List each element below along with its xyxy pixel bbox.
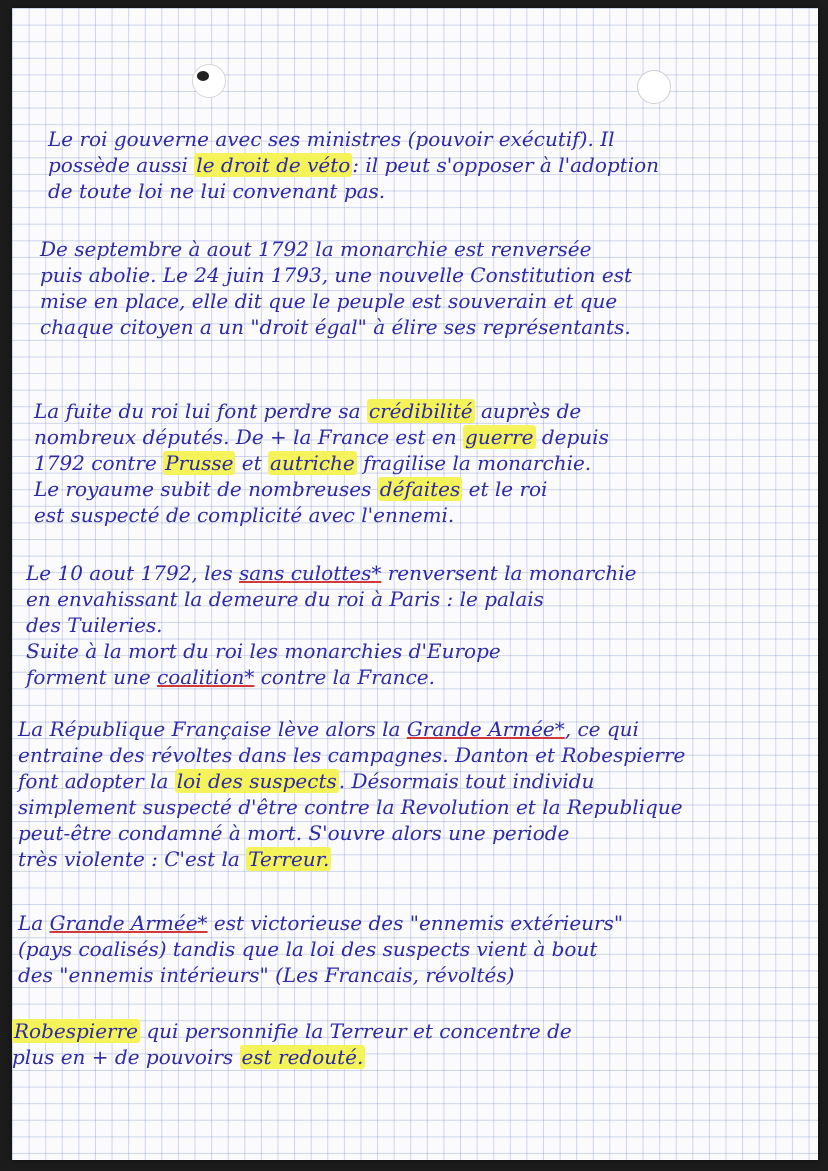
note-line xyxy=(26,586,828,612)
note-text: entraine des révoltes dans les campagnes. Danton et Robespierre xyxy=(18,743,686,767)
note-line xyxy=(12,1044,818,1070)
note-text: Le 10 aout 1792, les xyxy=(26,561,239,585)
note-text: font adopter la xyxy=(18,769,175,793)
note-text: et xyxy=(235,451,269,475)
note-line xyxy=(40,236,828,262)
note-text: : il peut s'opposer à l'adoption xyxy=(352,153,660,177)
note-line xyxy=(26,560,828,586)
note-text: Suite à la mort du roi les monarchies d'Europe xyxy=(26,639,501,663)
note-text: contre la France. xyxy=(254,665,435,689)
note-text: qui personnifie la Terreur et concentre de xyxy=(140,1019,572,1043)
note-text: Le royaume subit de nombreuses xyxy=(34,477,378,501)
paragraph-6 xyxy=(18,910,824,988)
note-text: renversent la monarchie xyxy=(381,561,637,585)
note-line xyxy=(18,742,824,768)
note-text: . Désormais tout individu xyxy=(338,769,595,793)
note-line xyxy=(18,846,824,872)
note-text: forment une xyxy=(26,665,158,689)
highlighted-text: crédibilité xyxy=(368,399,473,423)
note-line xyxy=(26,612,828,638)
note-line xyxy=(18,716,824,742)
highlighted-text: défaites xyxy=(379,477,461,501)
note-text: des Tuileries. xyxy=(26,613,163,637)
note-line xyxy=(18,768,824,794)
note-line xyxy=(12,1018,818,1044)
note-line xyxy=(48,126,828,152)
note-text: mise en place, elle dit que le peuple est souverain et que xyxy=(40,289,618,313)
note-text: , ce qui xyxy=(564,717,639,741)
notebook-page xyxy=(12,8,818,1160)
note-line xyxy=(34,502,828,528)
note-line xyxy=(40,314,828,340)
note-text: en envahissant la demeure du roi à Paris : le palais xyxy=(26,587,544,611)
highlighted-text: Robespierre xyxy=(14,1019,138,1043)
punch-hole-right xyxy=(637,70,671,104)
note-line xyxy=(48,152,828,178)
paragraph-4 xyxy=(26,560,828,690)
note-line xyxy=(40,262,828,288)
note-text: depuis xyxy=(535,425,609,449)
note-text: plus en + de pouvoirs xyxy=(12,1045,240,1069)
note-line xyxy=(40,288,828,314)
note-line xyxy=(18,936,824,962)
highlighted-text: Terreur. xyxy=(248,847,330,871)
note-text: (pays coalisés) tandis que la loi des suspects vient à bout xyxy=(18,937,598,961)
note-text: des "ennemis intérieurs" (Les Francais, révoltés) xyxy=(18,963,515,987)
punch-hole-left xyxy=(192,64,226,98)
note-line xyxy=(34,424,828,450)
underlined-term: coalition* xyxy=(157,665,255,689)
note-text: et le roi xyxy=(462,477,548,501)
note-text: Le roi gouverne avec ses ministres (pouvoir exécutif). Il xyxy=(48,127,615,151)
note-text: fragilise la monarchie. xyxy=(356,451,592,475)
paragraph-3 xyxy=(34,398,828,528)
note-text: simplement suspecté d'être contre la Revolution et la Republique xyxy=(18,795,683,819)
paragraph-2 xyxy=(40,236,828,340)
note-text: La xyxy=(18,911,50,935)
note-text: de toute loi ne lui convenant pas. xyxy=(48,179,386,203)
note-line xyxy=(34,398,828,424)
underlined-term: sans culottes* xyxy=(239,561,382,585)
highlighted-text: loi des suspects xyxy=(176,769,337,793)
note-line xyxy=(26,638,828,664)
note-text: peut-être condamné à mort. S'ouvre alors une periode xyxy=(18,821,570,845)
note-text: auprès de xyxy=(474,399,582,423)
note-line xyxy=(48,178,828,204)
note-line xyxy=(26,664,828,690)
note-text: est suspecté de complicité avec l'ennemi. xyxy=(34,503,455,527)
highlighted-text: autriche xyxy=(270,451,355,475)
underlined-term: Grande Armée* xyxy=(406,717,565,741)
paragraph-7 xyxy=(12,1018,818,1070)
highlighted-text: Prusse xyxy=(165,451,234,475)
note-line xyxy=(34,476,828,502)
paragraph-1 xyxy=(48,126,828,204)
highlighted-text: guerre xyxy=(465,425,534,449)
note-line xyxy=(34,450,828,476)
note-line xyxy=(18,962,824,988)
note-text: 1792 contre xyxy=(34,451,164,475)
note-text: très violente : C'est la xyxy=(18,847,247,871)
highlighted-text: est redouté. xyxy=(241,1045,364,1069)
highlighted-text: le droit de véto xyxy=(196,153,351,177)
note-text: La République Française lève alors la xyxy=(18,717,407,741)
note-text: De septembre à aout 1792 la monarchie est renversée xyxy=(40,237,592,261)
note-line xyxy=(18,910,824,936)
note-text: nombreux députés. De + la France est en xyxy=(34,425,464,449)
note-text: possède aussi xyxy=(48,153,195,177)
note-line xyxy=(18,820,824,846)
paragraph-5 xyxy=(18,716,824,872)
note-text: La fuite du roi lui font perdre sa xyxy=(34,399,367,423)
note-line xyxy=(18,794,824,820)
note-text: chaque citoyen a un "droit égal" à élire ses représentants. xyxy=(40,315,631,339)
note-text: puis abolie. Le 24 juin 1793, une nouvelle Constitution est xyxy=(40,263,632,287)
underlined-term: Grande Armée* xyxy=(49,911,208,935)
note-text: est victorieuse des "ennemis extérieurs" xyxy=(207,911,624,935)
